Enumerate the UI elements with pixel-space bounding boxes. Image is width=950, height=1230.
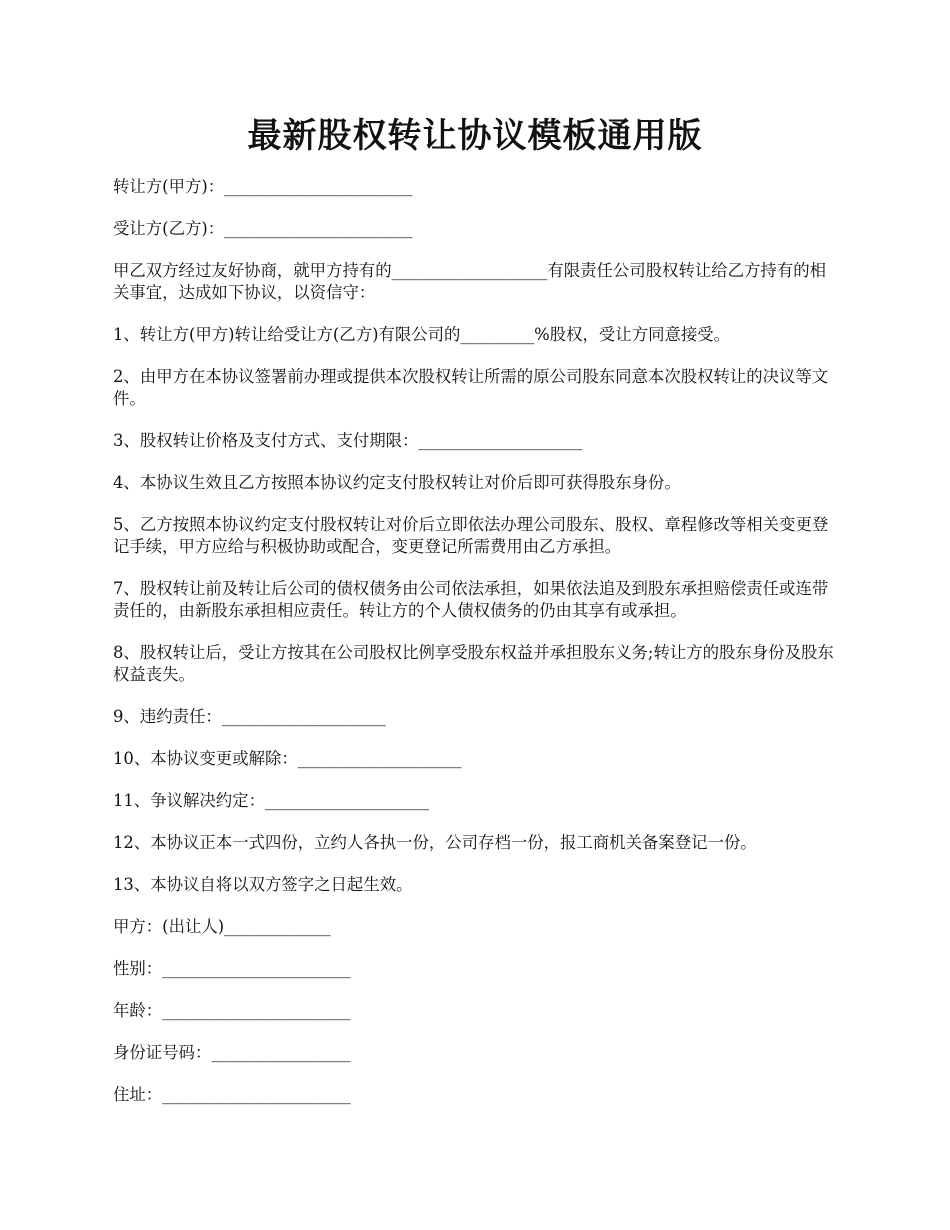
age-line: 年龄：_______________________ [113,1001,351,1020]
clause-2: 2、由甲方在本协议签署前办理或提供本次股权转让所需的原公司股东同意本次股权转让的决议等文件。 [113,367,829,408]
clause-1: 1、转让方(甲方)转让给受让方(乙方)有限公司的_________%股权，受让方同意接受。 [113,325,731,344]
clause-8: 8、股权转让后，受让方按其在公司股权比例享受股东权益并承担股东义务;转让方的股东身份及股东权益丧失。 [113,643,834,684]
transferor-line: 转让方(甲方)：_______________________ [113,177,413,196]
gender-line: 性别：_______________________ [113,959,351,978]
clause-11: 11、争议解决约定：____________________ [113,791,429,810]
preamble-paragraph: 甲乙双方经过友好协商，就甲方持有的___________________有限责任公司股权转让给乙方持有的相关事宜，达成如下协议，以资信守： [113,261,826,302]
clause-7: 7、股权转让前及转让后公司的债权债务由公司依法承担，如果依法追及到股东承担赔偿责任或连带责任的，由新股东承担相应责任。转让方的个人债权债务的仍由其享有或承担。 [113,579,829,620]
party-a-line: 甲方：(出让人)_____________ [113,917,331,936]
clause-10: 10、本协议变更或解除：____________________ [113,749,462,768]
clause-3: 3、股权转让价格及支付方式、支付期限：____________________ [113,431,583,450]
clause-9: 9、违约责任：____________________ [113,707,386,726]
clause-5: 5、乙方按照本协议约定支付股权转让对价后立即依法办理公司股东、股权、章程修改等相关变更登记手续，甲方应给与积极协助或配合，变更登记所需费用由乙方承担。 [113,515,829,556]
address-line: 住址：_______________________ [113,1085,351,1104]
transferee-line: 受让方(乙方)：_______________________ [113,219,413,238]
document-title: 最新股权转让协议模板通用版 [247,116,703,156]
clause-4: 4、本协议生效且乙方按照本协议约定支付股权转让对价后即可获得股东身份。 [113,473,681,492]
clause-13: 13、本协议自将以双方签字之日起生效。 [113,875,413,894]
document-body [113,176,841,1126]
id-number-line: 身份证号码：_________________ [113,1043,351,1062]
clause-12: 12、本协议正本一式四份，立约人各执一份，公司存档一份，报工商机关备案登记一份。 [113,833,757,852]
